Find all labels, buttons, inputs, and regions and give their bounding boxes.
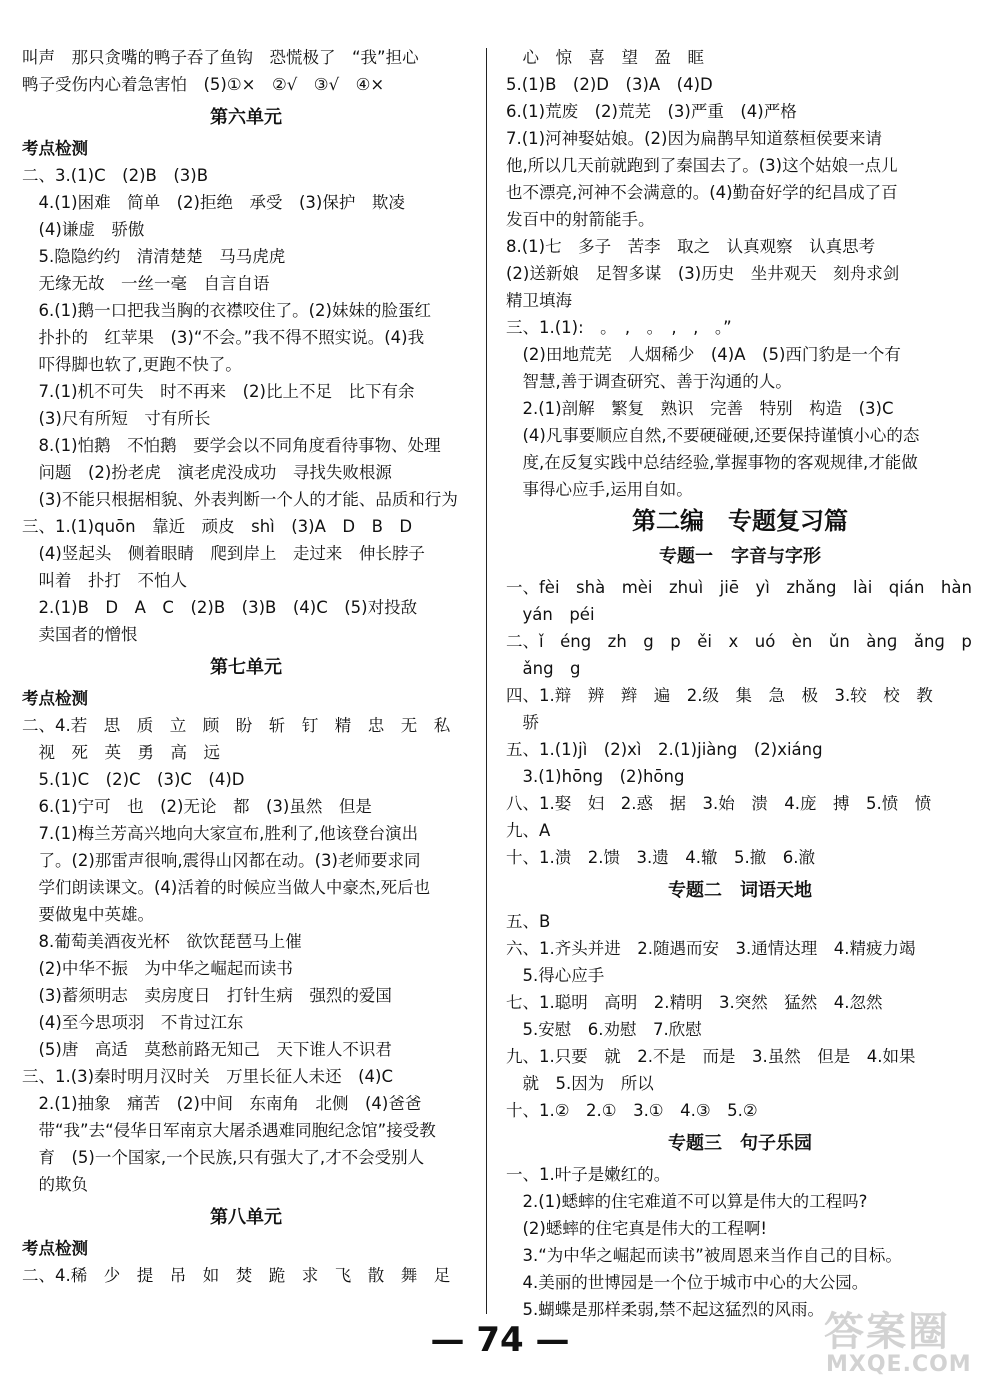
text-line: 三、1.(3)秦时明月汉时关 万里长征人未还 (4)C bbox=[22, 1067, 394, 1086]
text-line: 7.(1)机不可失 时不再来 (2)比上不足 比下有余 bbox=[22, 382, 415, 401]
text-line: 也不漂亮,河神不会满意的。(4)勤奋好学的纪昌成了百 bbox=[506, 183, 898, 202]
text-line: 三、1.(1)quōn 靠近 顽皮 shì (3)A D B D bbox=[22, 517, 413, 536]
text-line: 5.隐隐约约 清清楚楚 马马虎虎 bbox=[22, 247, 286, 266]
text-line: 扑扑的 红苹果 (3)“不会。”我不得不照实说。(4)我 bbox=[22, 328, 425, 347]
text-line: (2)中华不振 为中华之崛起而读书 bbox=[22, 959, 293, 978]
text-line: 十、1.② 2.① 3.① 4.③ 5.② bbox=[506, 1101, 758, 1120]
text-line: 学们朗读课文。(4)活着的时候应当做人中豪杰,死后也 bbox=[22, 878, 431, 897]
text-line: 育 (5)一个国家,一个民族,只有强大了,才不会受别人 bbox=[22, 1148, 425, 1167]
section-heading: 专题三 句子乐园 bbox=[668, 1133, 812, 1154]
text-line: 5.(1)B (2)D (3)A (4)D bbox=[506, 75, 713, 94]
text-line: 四、1.辩 辨 辫 遍 2.级 集 急 极 3.较 校 教 bbox=[506, 686, 933, 705]
text-line: 骄 bbox=[506, 713, 539, 732]
text-line: 五、1.(1)jì (2)xì 2.(1)jiàng (2)xiáng bbox=[506, 740, 823, 759]
text-line: 鸭子受伤内心着急害怕 (5)①× ②√ ③√ ④× bbox=[22, 75, 385, 94]
text-line: 发百中的射箭能手。 bbox=[506, 210, 655, 229]
text-line: 二、ǐ éng zh g p ěi x uó èn ǔn ànɡ ǎnɡ p bbox=[506, 632, 972, 651]
text-line: 十、1.溃 2.馈 3.遗 4.辙 5.撤 6.澈 bbox=[506, 848, 815, 867]
text-line: 4.(1)困难 简单 (2)拒绝 承受 (3)保护 欺凌 bbox=[22, 193, 405, 212]
text-line: 他,所以几天前就跑到了秦国去了。(3)这个姑娘一点儿 bbox=[506, 156, 898, 175]
text-line: 二、3.(1)C (2)B (3)B bbox=[22, 166, 209, 185]
text-line: 6.(1)宁可 也 (2)无论 都 (3)虽然 但是 bbox=[22, 797, 372, 816]
text-line: (3)蓄须明志 卖房度日 打针生病 强烈的爱国 bbox=[22, 986, 392, 1005]
text-line: 叫着 扑打 不怕人 bbox=[22, 571, 187, 590]
text-line: 就 5.因为 所以 bbox=[506, 1074, 654, 1093]
text-line: 要做鬼中英雄。 bbox=[22, 905, 154, 924]
text-line: ǎng g bbox=[506, 659, 581, 678]
text-line: 三、1.(1): 。 , 。 , , 。” bbox=[506, 318, 732, 337]
text-line: (2)送新娘 足智多谋 (3)历史 坐井观天 刻舟求剑 bbox=[506, 264, 900, 283]
text-line: 二、4.若 思 质 立 顾 盼 斩 钉 精 忠 无 私 bbox=[22, 716, 451, 735]
section-heading: 专题一 字音与字形 bbox=[659, 546, 821, 567]
part-heading: 第二编 专题复习篇 bbox=[632, 506, 848, 535]
text-line: 六、1.齐头并进 2.随遇而安 3.通情达理 4.精疲力竭 bbox=[506, 939, 916, 958]
section-heading: 第八单元 bbox=[210, 1207, 282, 1228]
text-line: (4)至今思项羽 不肯过江东 bbox=[22, 1013, 244, 1032]
section-heading: 第七单元 bbox=[210, 657, 282, 678]
text-line: yán péi bbox=[506, 605, 595, 624]
text-line: 一、fèi shà mèi zhuì jiē yì zhǎng lài qián hàn bbox=[506, 578, 972, 597]
text-line: 2.(1)剖解 繁复 熟识 完善 特别 构造 (3)C bbox=[506, 399, 894, 418]
subsection-label: 考点检测 bbox=[22, 139, 88, 158]
subsection-label: 考点检测 bbox=[22, 1239, 88, 1258]
text-line: (2)田地荒芜 人烟稀少 (4)A (5)西门豹是一个有 bbox=[506, 345, 901, 364]
text-line: (3)不能只根据相貌、外表判断一个人的才能、品质和行为 bbox=[22, 490, 458, 509]
text-line: 的欺负 bbox=[22, 1175, 88, 1194]
text-line: 九、A bbox=[506, 821, 551, 840]
watermark-logo bbox=[806, 1300, 992, 1390]
text-line: 了。(2)那雷声很响,震得山冈都在动。(3)老师要求同 bbox=[22, 851, 421, 870]
text-line: 5.安慰 6.劝慰 7.欣慰 bbox=[506, 1020, 702, 1039]
text-line: 八、1.娶 妇 2.惑 据 3.始 溃 4.庞 搏 5.愤 愤 bbox=[506, 794, 932, 813]
section-heading: 专题二 词语天地 bbox=[668, 880, 812, 901]
text-line: 2.(1)蟋蟀的住宅难道不可以算是伟大的工程吗? bbox=[506, 1192, 868, 1211]
text-line: 3.(1)hōng (2)hōng bbox=[506, 767, 685, 786]
text-line: 8.葡萄美酒夜光杯 欲饮琵琶马上催 bbox=[22, 932, 302, 951]
text-line: 2.(1)抽象 痛苦 (2)中间 东南角 北侧 (4)爸爸 bbox=[22, 1094, 422, 1113]
text-line: 视 死 英 勇 高 远 bbox=[22, 743, 220, 762]
watermark-text: 答案圈 bbox=[824, 1309, 950, 1355]
text-line: 九、1.只要 就 2.不是 而是 3.虽然 但是 4.如果 bbox=[506, 1047, 916, 1066]
text-line: 一、1.叶子是嫩红的。 bbox=[506, 1165, 671, 1184]
text-line: 6.(1)鹅一口把我当胸的衣襟咬住了。(2)妹妹的脸蛋红 bbox=[22, 301, 431, 320]
text-line: 7.(1)梅兰芳高兴地向大家宣布,胜利了,他该登台演出 bbox=[22, 824, 419, 843]
text-line: (5)唐 高适 莫愁前路无知己 天下谁人不识君 bbox=[22, 1040, 392, 1059]
text-line: 精卫填海 bbox=[506, 291, 572, 310]
text-line: 5.(1)C (2)C (3)C (4)D bbox=[22, 770, 245, 789]
text-line: 6.(1)荒废 (2)荒芜 (3)严重 (4)严格 bbox=[506, 102, 797, 121]
text-line: 二、4.稀 少 提 吊 如 焚 跪 求 飞 散 舞 足 bbox=[22, 1266, 451, 1285]
text-line: 8.(1)怕鹅 不怕鹅 要学会以不同角度看待事物、处理 bbox=[22, 436, 441, 455]
text-line: 8.(1)七 多子 苦李 取之 认真观察 认真思考 bbox=[506, 237, 876, 256]
text-line: 4.美丽的世博园是一个位于城市中心的大公园。 bbox=[506, 1273, 869, 1292]
text-line: 心 惊 喜 望 盈 眶 bbox=[506, 48, 704, 67]
watermark-url: MXQE.COM bbox=[826, 1352, 972, 1377]
text-line: 智慧,善于调查研究、善于沟通的人。 bbox=[506, 372, 792, 391]
text-line: (4)凡事要顺应自然,不要硬碰硬,还要保持谨慎小心的态 bbox=[506, 426, 920, 445]
text-line: 卖国者的憎恨 bbox=[22, 625, 138, 644]
page-number: — 74 — bbox=[430, 1320, 570, 1360]
text-line: 无缘无故 一丝一毫 自言自语 bbox=[22, 274, 270, 293]
text-line: 吓得脚也软了,更跑不快了。 bbox=[22, 355, 242, 374]
text-line: 3.“为中华之崛起而读书”被周恩来当作自己的目标。 bbox=[506, 1246, 902, 1265]
subsection-label: 考点检测 bbox=[22, 689, 88, 708]
text-line: 叫声 那只贪嘴的鸭子吞了鱼钩 恐慌极了 “我”担心 bbox=[22, 48, 419, 67]
text-line: 事得心应手,运用自如。 bbox=[506, 480, 693, 499]
text-line: 5.蝴蝶是那样柔弱,禁不起这猛烈的风雨。 bbox=[506, 1300, 824, 1319]
text-line: 问题 (2)扮老虎 演老虎没成功 寻找失败根源 bbox=[22, 463, 392, 482]
text-line: (2)蟋蟀的住宅真是伟大的工程啊! bbox=[506, 1219, 767, 1238]
text-line: 带“我”去“侵华日军南京大屠杀遇难同胞纪念馆”接受教 bbox=[22, 1121, 436, 1140]
text-line: (4)竖起头 侧着眼睛 爬到岸上 走过来 伸长脖子 bbox=[22, 544, 425, 563]
text-line: 5.得心应手 bbox=[506, 966, 605, 985]
column-divider bbox=[486, 48, 487, 1314]
text-line: (4)谦虚 骄傲 bbox=[22, 220, 145, 239]
text-line: 2.(1)B D A C (2)B (3)B (4)C (5)对投敌 bbox=[22, 598, 418, 617]
right-column bbox=[506, 44, 974, 1323]
text-line: 7.(1)河神娶姑娘。(2)因为扁鹊早知道蔡桓侯要来请 bbox=[506, 129, 882, 148]
left-column bbox=[22, 44, 470, 1289]
text-line: 度,在反复实践中总结经验,掌握事物的客观规律,才能做 bbox=[506, 453, 918, 472]
section-heading: 第六单元 bbox=[210, 107, 282, 128]
text-line: 七、1.聪明 高明 2.精明 3.突然 猛然 4.忽然 bbox=[506, 993, 883, 1012]
text-line: (3)尺有所短 寸有所长 bbox=[22, 409, 211, 428]
text-line: 五、B bbox=[506, 912, 551, 931]
